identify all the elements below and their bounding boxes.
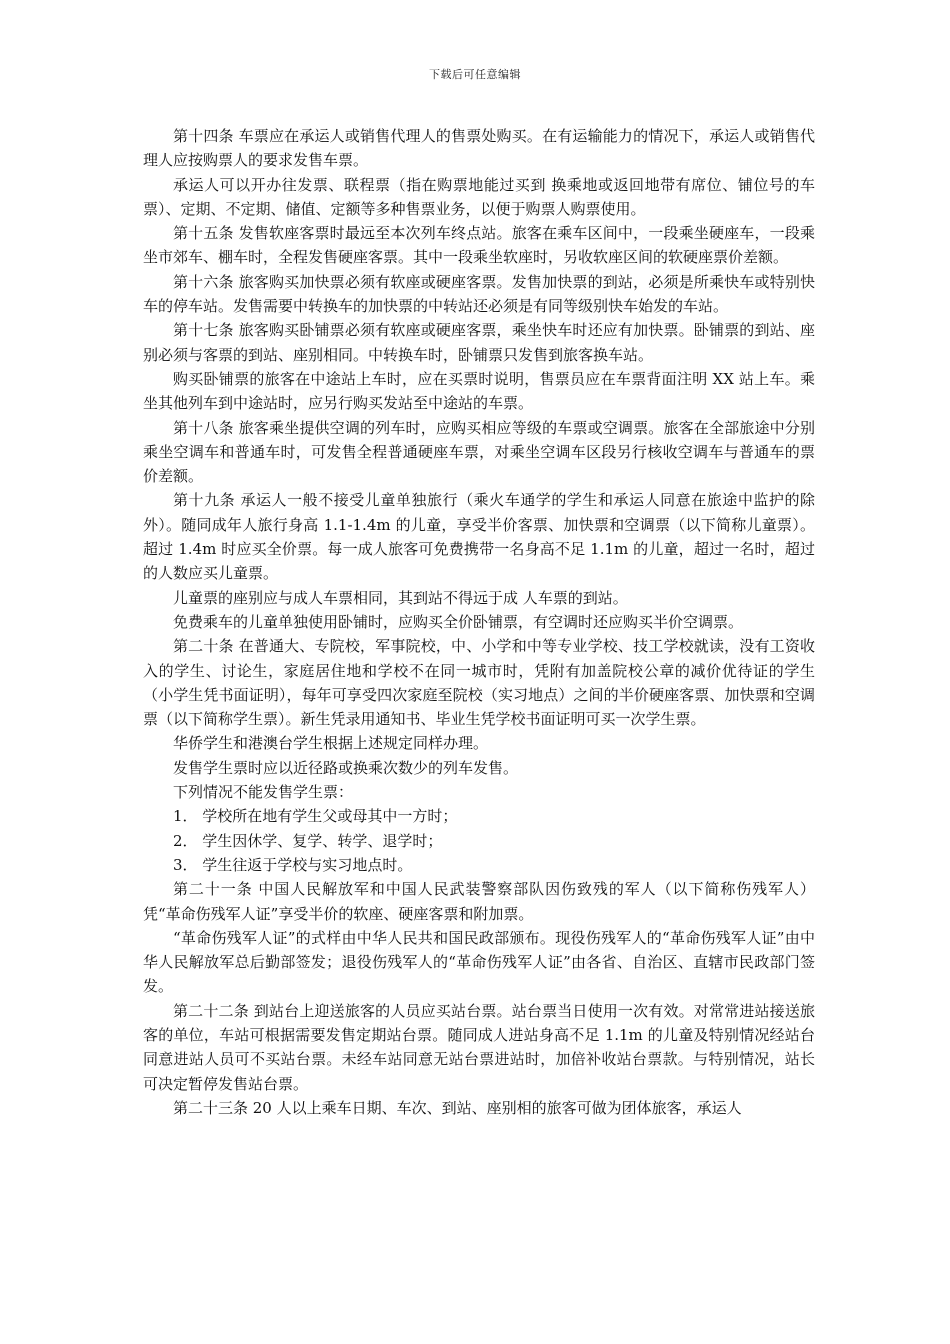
paragraph: 第十七条 旅客购买卧铺票必须有软座或硬座客票，乘坐快车时还应有加快票。卧铺票的到站、座别必须与客票的到站、座别相同。中转换车时，卧铺票只发售到旅客换车站。 [143, 321, 815, 364]
paragraph: 免费乘车的儿童单独使用卧铺时，应购买全价卧铺票，有空调时还应购买半价空调票。 [173, 612, 744, 631]
paragraph: 第二十三条 20 人以上乘车日期、车次、到站、座别相的旅客可做为团体旅客，承运人 [173, 1098, 742, 1117]
paragraph: 下列情况不能发售学生票： [173, 783, 354, 802]
list-item: 2． 学生因休学、复学、转学、退学时； [173, 831, 443, 850]
paragraph: 第二十条 在普通大、专院校，军事院校，中、小学和中等专业学校、技工学校就读，没有工资收入的学生、讨论生，家庭居住地和学校不在同一城市时，凭附有加盖院校公章的减价优待证的学生（小学生凭书面证明），每年可享受四次家庭至院校（实习地点）之间的半价硬座客票、加快票和空调票（以下简称学生票）。新生凭录用通知书、毕业生凭学校书面证明可买一次学生票。 [143, 637, 815, 729]
paragraph: 发售学生票时应以近径路或换乘次数少的列车发售。 [173, 758, 519, 777]
page-header: 下载后可任意编辑 [429, 68, 521, 81]
list-item: 3． 学生往返于学校与实习地点时。 [173, 855, 413, 874]
paragraph: 第十六条 旅客购买加快票必须有软座或硬座客票。发售加快票的到站，必须是所乘快车或特别快车的停车站。发售需要中转换车的加快票的中转站还必须是有同等级别快车始发的车站。 [143, 272, 815, 316]
paragraph: 第十四条 车票应在承运人或销售代理人的售票处购买。在有运输能力的情况下，承运人或销售代理人应按购票人的要求发售车票。 [143, 127, 815, 170]
document-body [143, 124, 815, 1120]
paragraph: 第十五条 发售软座客票时最远至本次列车终点站。旅客在乘车区间中，一段乘坐硬座车，一段乘坐市郊车、棚车时，全程发售硬座客票。其中一段乘坐软座时，另收软座区间的软硬座票价差额。 [143, 224, 815, 267]
paragraph: 华侨学生和港澳台学生根据上述规定同样办理。 [173, 734, 489, 753]
paragraph: 购买卧铺票的旅客在中途站上车时，应在买票时说明，售票员应在车票背面注明 XX 站上车。乘坐其他列车到中途站时，应另行购买发站至中途站的车票。 [143, 369, 815, 413]
list-item: 1． 学校所在地有学生父或母其中一方时； [173, 807, 458, 826]
paragraph: 儿童票的座别应与成人车票相同，其到站不得远于成 人车票的到站。 [173, 588, 628, 607]
paragraph: 第十八条 旅客乘坐提供空调的列车时，应购买相应等级的车票或空调票。旅客在全部旅途中分别乘坐空调车和普通车时，可发售全程普通硬座车票，对乘坐空调车区段另行核收空调车与普通车的票价差额。 [143, 418, 815, 486]
paragraph: 第二十二条 到站台上迎送旅客的人员应买站台票。站台票当日使用一次有效。对常常进站接送旅客的单位，车站可根据需要发售定期站台票。随同成人进站身高不足 1.1m 的儿童及特别情况经站台同意进站人员可不买站台票。未经车站同意无站台票进站时，加倍补收站台票款。与特别情况，站长可决定暂停发售站台票。 [143, 1001, 815, 1093]
paragraph: 第二十一条 中国人民解放军和中国人民武装警察部队因伤致残的军人（以下简称伤残军人）凭“革命伤残军人证”享受半价的软座、硬座客票和附加票。 [143, 880, 815, 923]
paragraph: 承运人可以开办往发票、联程票（指在购票地能过买到 换乘地或返回地带有席位、铺位号的车票）、定期、不定期、储值、定额等多种售票业务，以便于购票人购票使用。 [143, 175, 815, 218]
paragraph: “革命伤残军人证”的式样由中华人民共和国民政部颁布。现役伤残军人的“革命伤残军人证”由中华人民解放军总后勤部签发；退役伤残军人的“革命伤残军人证”由各省、自治区、直辖市民政部门签发。 [143, 928, 815, 996]
paragraph: 第十九条 承运人一般不接受儿童单独旅行（乘火车通学的学生和承运人同意在旅途中监护的除外）。随同成年人旅行身高 1.1-1.4m 的儿童，享受半价客票、加快票和空调票（以下简称儿童票）。超过 1.4m 时应买全价票。每一成人旅客可免费携带一名身高不足 1.1m 的儿童，超过一名时，超过的人数应买儿童票。 [143, 491, 815, 583]
